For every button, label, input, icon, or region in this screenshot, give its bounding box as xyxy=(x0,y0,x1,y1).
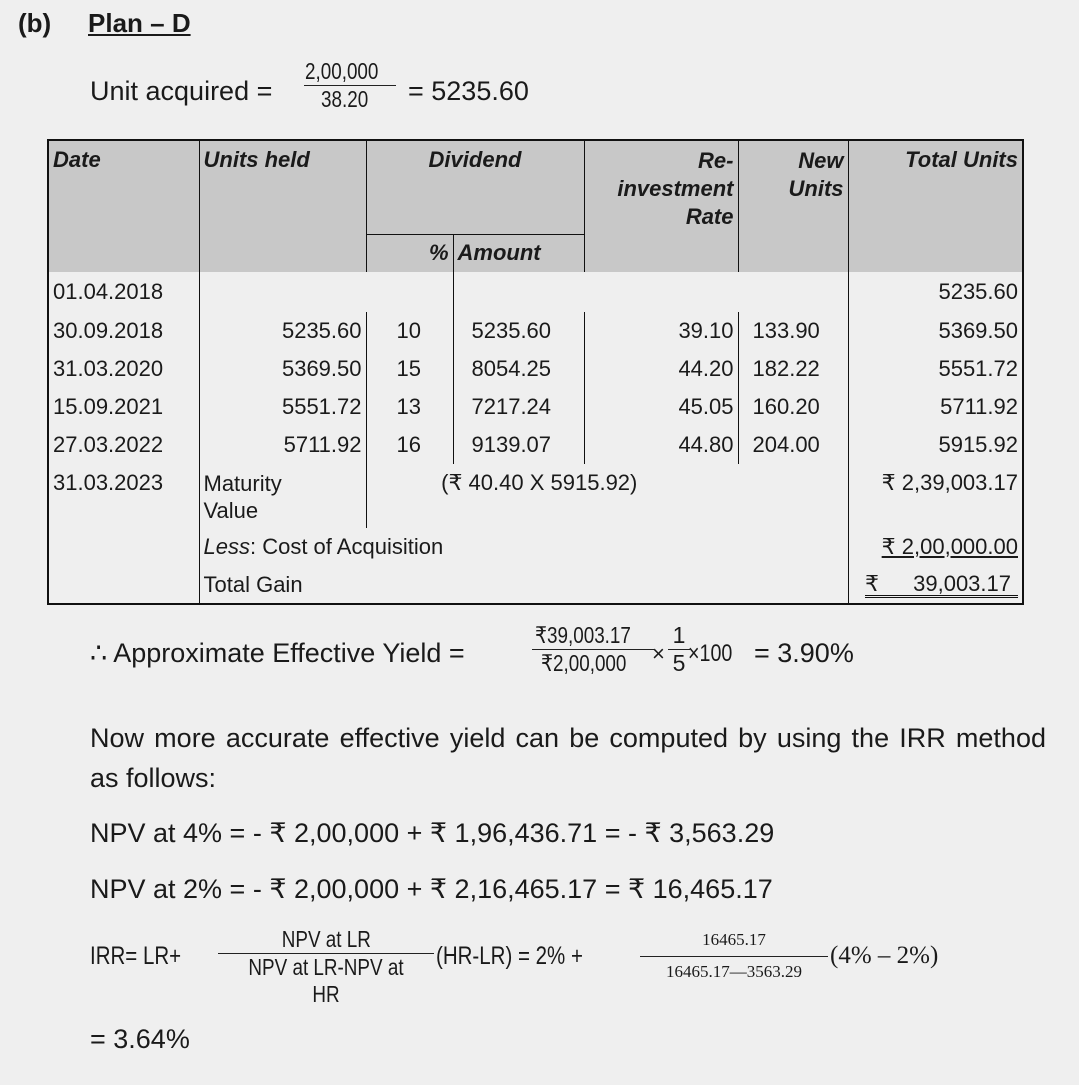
cell-new-units: 160.20 xyxy=(752,394,820,419)
cell-amount: 8054.25 xyxy=(453,350,584,388)
approx-yield-tail: ×100 xyxy=(688,640,733,667)
approx-yield-label: ∴ Approximate Effective Yield = xyxy=(90,638,465,668)
cell-date: 15.09.2021 xyxy=(48,388,199,426)
cell-less-label: Less: Cost of Acquisition xyxy=(203,534,444,559)
cell-rate: 44.20 xyxy=(584,350,738,388)
cell-new-units: 182.22 xyxy=(752,356,820,381)
header-units-held: Units held xyxy=(199,140,366,272)
cell-units-held: 5711.92 xyxy=(199,426,366,464)
header-new-units: New Units xyxy=(738,140,848,272)
unit-acquired-fraction xyxy=(304,58,396,113)
irr-lhs: IRR= LR+ xyxy=(90,942,182,970)
cell-date: 27.03.2022 xyxy=(48,426,199,464)
cell-less-total: ₹ 2,00,000.00 xyxy=(848,528,1023,566)
page-title: Plan – D xyxy=(88,8,191,38)
unit-acquired-result: = 5235.60 xyxy=(408,76,529,106)
cell-rate: 44.80 xyxy=(584,426,738,464)
cell-gain-label: Total Gain xyxy=(203,571,303,597)
section-label: (b) xyxy=(18,8,52,38)
cell-total-units: 5711.92 xyxy=(848,388,1023,426)
cell-pct: 13 xyxy=(396,394,421,419)
cell-amount: 5235.60 xyxy=(453,312,584,350)
cell-date: 31.03.2020 xyxy=(48,350,199,388)
cell-rate: 45.05 xyxy=(584,388,738,426)
cell-pct: 15 xyxy=(396,356,421,381)
table-row xyxy=(48,312,1023,350)
cell-amount: 7217.24 xyxy=(453,388,584,426)
fraction-denominator: 38.20 xyxy=(321,86,369,112)
header-date: Date xyxy=(48,140,199,272)
cell-total-units: 5369.50 xyxy=(848,312,1023,350)
irr-intro-paragraph: Now more accurate effective yield can be computed by using the IRR method as follows: xyxy=(90,723,1046,793)
irr-tail: (4% – 2%) xyxy=(830,942,939,969)
table-row xyxy=(48,350,1023,388)
cell-rate: 39.10 xyxy=(584,312,738,350)
header-dividend-pct: % xyxy=(366,234,453,272)
fraction-numerator: 2,00,000 xyxy=(304,58,396,86)
approx-yield-times: × xyxy=(652,641,665,666)
irr-fraction-2: $\frac{16465.17}{16465.17—3563.29}$ xyxy=(640,930,828,982)
header-reinvestment-rate: Re- investment Rate xyxy=(584,140,738,272)
irr-fraction: NPV at LR NPV at LR-NPV at HR xyxy=(218,926,434,1008)
cell-total-units: 5235.60 xyxy=(848,272,1023,312)
header-dividend: Dividend xyxy=(366,140,584,234)
cell-total-units: 5551.72 xyxy=(848,350,1023,388)
cell-pct: 16 xyxy=(396,432,421,457)
cell-maturity-calc: (₹ 40.40 X 5915.92) xyxy=(441,470,638,495)
cell-date: 01.04.2018 xyxy=(48,272,199,312)
cell-new-units: 133.90 xyxy=(752,318,820,343)
table-row-maturity xyxy=(48,464,1023,528)
npv-at-2: NPV at 2% = - ₹ 2,00,000 + ₹ 2,16,465.17 = ₹ 16,465.17 xyxy=(90,874,773,904)
cell-new-units: 204.00 xyxy=(752,432,820,457)
cell-gain-total: ₹ 39,003.17 xyxy=(848,566,1023,604)
table-row xyxy=(48,426,1023,464)
header-dividend-amount: Amount xyxy=(453,234,584,272)
table-row xyxy=(48,388,1023,426)
cell-maturity-label: Maturity Value xyxy=(199,464,366,528)
table-row-less xyxy=(48,528,1023,566)
table-row xyxy=(48,272,1023,312)
irr-mid: (HR-LR) = 2% + xyxy=(436,942,583,970)
table-row-gain xyxy=(48,566,1023,604)
cell-units-held: 5369.50 xyxy=(199,350,366,388)
cell-pct: 10 xyxy=(396,318,421,343)
cell-units-held: 5235.60 xyxy=(199,312,366,350)
approx-yield-fraction-2: $\frac{1}{5}$ xyxy=(668,622,690,677)
cell-amount: 9139.07 xyxy=(453,426,584,464)
unit-acquired-label: Unit acquired = xyxy=(90,76,273,106)
cell-date: 30.09.2018 xyxy=(48,312,199,350)
irr-result: = 3.64% xyxy=(90,1024,190,1054)
cell-maturity-total: ₹ 2,39,003.17 xyxy=(848,464,1023,528)
header-total-units: Total Units xyxy=(848,140,1023,272)
npv-at-4: NPV at 4% = - ₹ 2,00,000 + ₹ 1,96,436.71 = - ₹ 3,563.29 xyxy=(90,818,775,848)
dividend-table xyxy=(47,139,1024,605)
approx-yield-result: = 3.90% xyxy=(754,638,854,668)
cell-units-held: 5551.72 xyxy=(199,388,366,426)
cell-date: 31.03.2023 xyxy=(48,464,199,528)
approx-yield-fraction: $\frac{₹39,003.17}{₹2,00,000}$ xyxy=(532,622,654,677)
cell-total-units: 5915.92 xyxy=(848,426,1023,464)
